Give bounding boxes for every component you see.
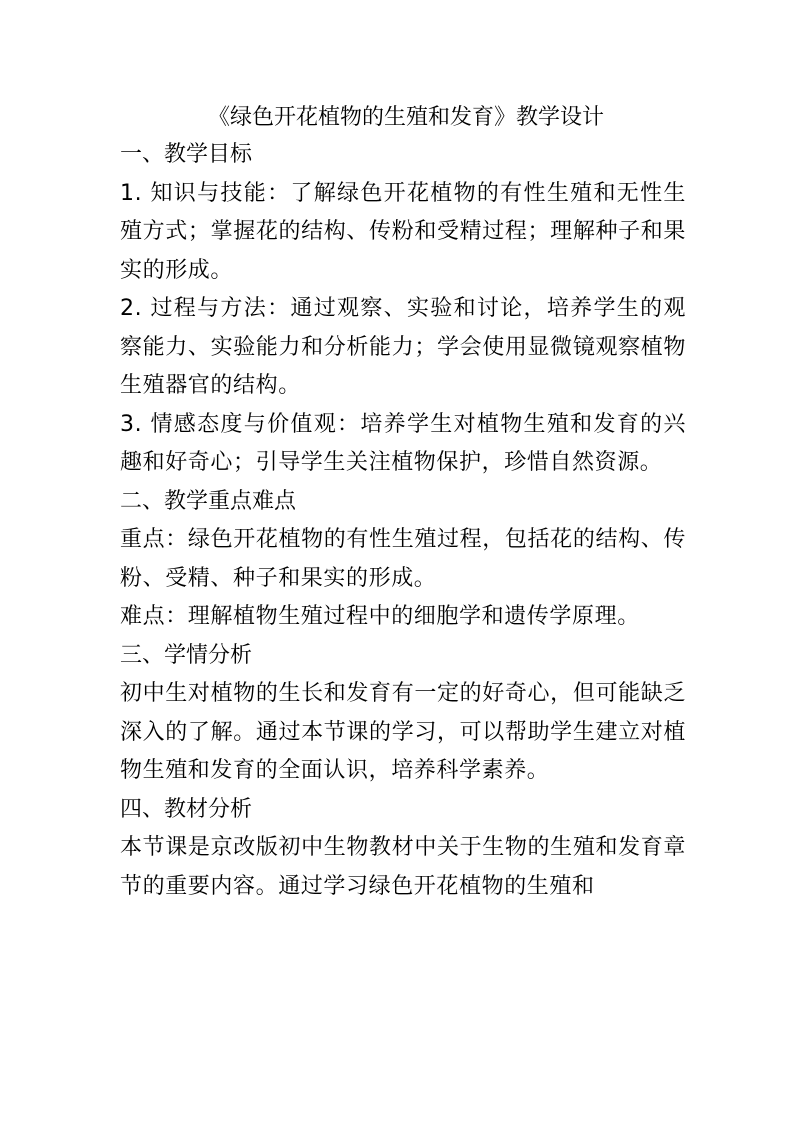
paragraph-process-methods: 2. 过程与方法：通过观察、实验和讨论，培养学生的观察能力、实验能力和分析能力；学会使用显微镜观察植物生殖器官的结构。 [120, 296, 686, 398]
paragraph-textbook-analysis: 本节课是京改版初中生物教材中关于生物的生殖和发育章节的重要内容。通过学习绿色开花植物的生殖和 [120, 835, 686, 899]
section-heading-learner-analysis: 三、学情分析 [120, 642, 253, 668]
section-heading-key-difficult-points: 二、教学重点难点 [120, 488, 297, 514]
document-title: 《绿色开花植物的生殖和发育》教学设计 [207, 105, 604, 130]
paragraph-key-point: 重点：绿色开花植物的有性生殖过程，包括花的结构、传粉、受精、种子和果实的形成。 [120, 527, 686, 591]
section-heading-textbook-analysis: 四、教材分析 [120, 796, 253, 822]
paragraph-emotion-values: 3. 情感态度与价值观：培养学生对植物生殖和发育的兴趣和好奇心；引导学生关注植物保护，珍惜自然资源。 [120, 411, 686, 475]
paragraph-difficult-point: 难点：理解植物生殖过程中的细胞学和遗传学原理。 [120, 604, 640, 629]
section-heading-teaching-goals: 一、教学目标 [120, 142, 253, 167]
paragraph-knowledge-skills: 1. 知识与技能：了解绿色开花植物的有性生殖和无性生殖方式；掌握花的结构、传粉和受精过程；理解种子和果实的形成。 [120, 180, 686, 283]
document-body [120, 100, 686, 906]
paragraph-learner-analysis: 初中生对植物的生长和发育有一定的好奇心，但可能缺乏深入的了解。通过本节课的学习，可以帮助学生建立对植物生殖和发育的全面认识，培养科学素养。 [120, 681, 686, 783]
